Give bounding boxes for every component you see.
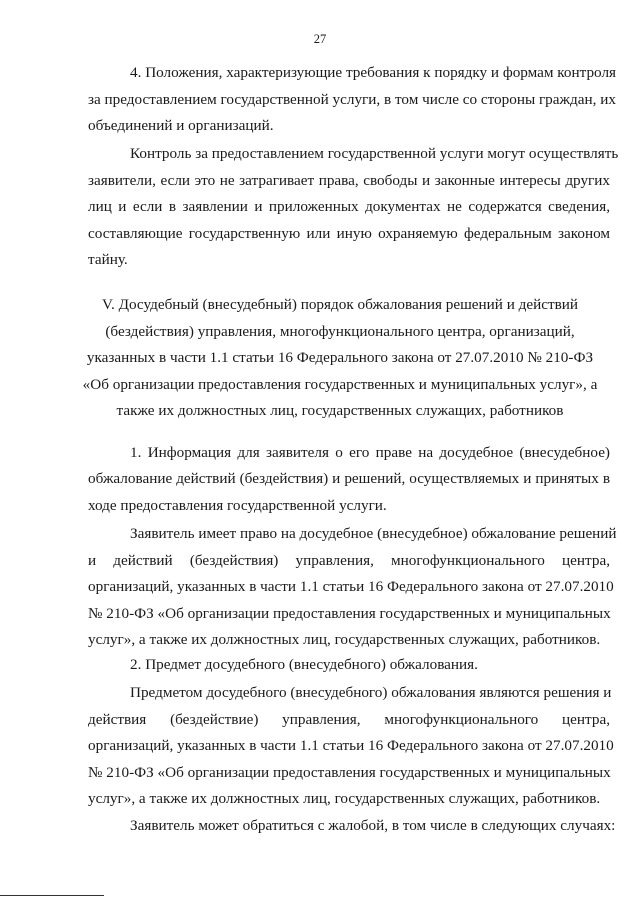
paragraph-line: 1. Информация для заявителя о его праве на досудебное (внесудебное) — [130, 444, 610, 461]
paragraph-line: объединений и организаций. — [88, 117, 274, 134]
paragraph-line: № 210-ФЗ «Об организации предоставления государственных и муниципальных — [88, 764, 611, 781]
paragraph-line: лиц и если в заявлении и приложенных документах не содержатся сведения, — [88, 198, 610, 215]
paragraph-line: 4. Положения, характеризующие требования к порядку и формам контроля — [130, 64, 617, 81]
section-heading-line: «Об организации предоставления государственных и муниципальных услуг», а — [82, 376, 598, 393]
paragraph-line: составляющие государственную или иную охраняемую федеральным законом — [88, 225, 610, 242]
paragraph-line: тайну. — [88, 251, 128, 268]
paragraph-line: организаций, указанных в части 1.1 статьи 16 Федерального закона от 27.07.2010 — [88, 737, 614, 754]
paragraph-line: действия (бездействие) управления, многофункционального центра, — [88, 711, 610, 728]
section-heading-line: V. Досудебный (внесудебный) порядок обжалования решений и действий — [101, 296, 579, 313]
section-heading-line: также их должностных лиц, государственных служащих, работников — [116, 402, 564, 419]
paragraph-line: организаций, указанных в части 1.1 статьи 16 Федерального закона от 27.07.2010 — [88, 578, 614, 595]
paragraph-line: Заявитель может обратиться с жалобой, в том числе в следующих случаях: — [130, 817, 616, 834]
paragraph-line: Контроль за предоставлением государственной услуги могут осуществлять — [130, 145, 619, 162]
paragraph-line: 2. Предмет досудебного (внесудебного) обжалования. — [130, 656, 478, 673]
page-number: 27 — [313, 32, 327, 46]
paragraph-line: и действий (бездействия) управления, многофункционального центра, — [88, 552, 610, 569]
paragraph-line: заявители, если это не затрагивает права, свободы и законные интересы других — [88, 172, 610, 189]
paragraph-line: за предоставлением государственной услуги, в том числе со стороны граждан, их — [88, 91, 616, 108]
paragraph-line: обжалование действий (бездействия) и решений, осуществляемых и принятых в — [88, 470, 610, 487]
section-heading-line: (бездействия) управления, многофункционального центра, организаций, — [105, 323, 575, 340]
paragraph-line: ходе предоставления государственной услуги. — [88, 497, 387, 514]
footnote-rule — [0, 895, 104, 896]
paragraph-line: № 210-ФЗ «Об организации предоставления государственных и муниципальных — [88, 605, 611, 622]
paragraph-line: услуг», а также их должностных лиц, государственных служащих, работников. — [88, 790, 601, 807]
section-heading-line: указанных в части 1.1 статьи 16 Федерального закона от 27.07.2010 № 210-ФЗ — [86, 349, 594, 366]
paragraph-line: Заявитель имеет право на досудебное (внесудебное) обжалование решений — [130, 525, 617, 542]
paragraph-line: услуг», а также их должностных лиц, государственных служащих, работников. — [88, 631, 601, 648]
paragraph-line: Предметом досудебного (внесудебного) обжалования являются решения и — [130, 684, 612, 701]
